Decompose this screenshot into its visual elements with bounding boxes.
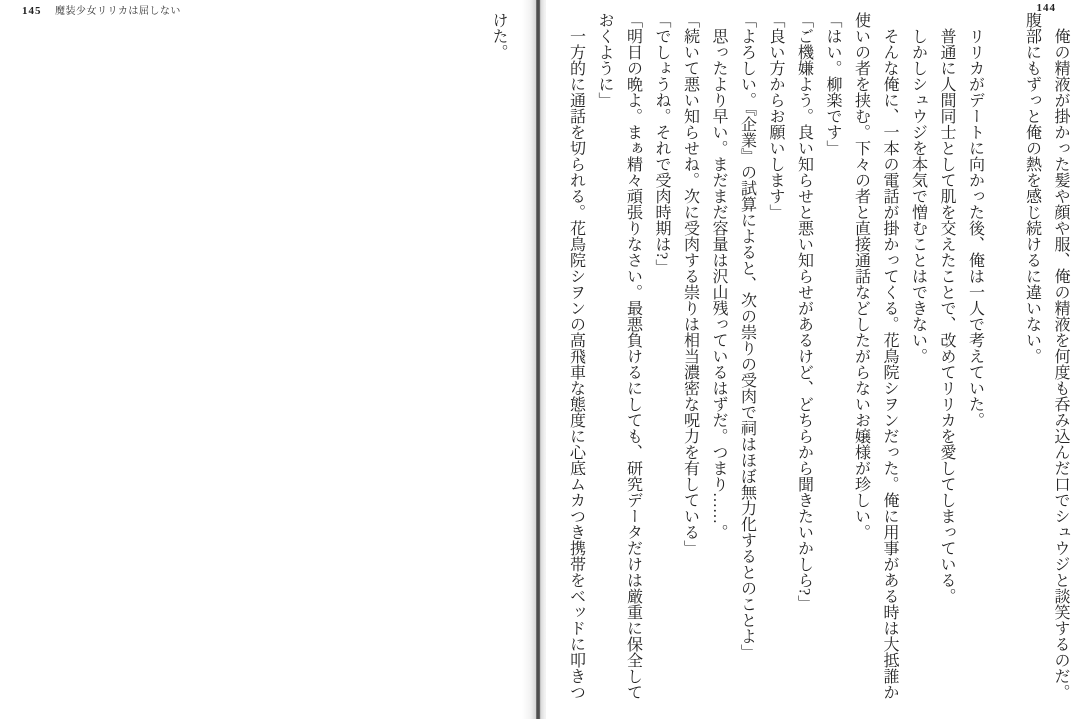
text-line: 「良い方からお願いします」 (767, 12, 784, 220)
text-line: 「よろしい。『企業』の試算によると、次の祟りの受肉で祠はほぼ無力化するとのことよ」 (738, 12, 756, 660)
text-line: しかしシュウジを本気で憎むことはできない。 (909, 12, 927, 364)
left-page-number: 145 (22, 5, 42, 17)
text-line: 「でしょうね。それで受肉時期は?」 (653, 12, 670, 276)
text-line: 思ったより早い。まだまだ容量は沢山残っているはずだ。つまり……。 (710, 12, 727, 540)
text-line: リリカがデートに向かった後、俺は一人で考えていた。 (966, 12, 984, 428)
text-line: 「ご機嫌よう。良い知らせと悪い知らせがあるけど、どちらから聞きたいかしら?」 (795, 12, 813, 612)
text-line: 普通に人間同士として肌を交えたことで、改めてリリカを愛してしまっている。 (938, 12, 955, 604)
left-page-text (484, 12, 513, 714)
right-page-number: 144 (1036, 2, 1056, 14)
text-line: 俺の精液が掛かった髪や顔や服、俺の精液を何度も呑み込んだ口でシュウジと談笑するのだ。 (1052, 12, 1069, 700)
text-line: 使いの者を挟む。下々の者と直接通話などしたがらないお嬢様が珍しい。 (852, 12, 870, 540)
text-line: おくように」 (596, 12, 613, 108)
text-line: けた。 (490, 12, 507, 60)
right-page-text (561, 12, 1074, 714)
text-line: そんな俺に、一本の電話が掛かってくる。花鳥院シヲンだった。俺に用事がある時は大抵誰か (881, 12, 898, 700)
text-line: 「明日の晩よ。まぁ精々頑張りなさい。最悪負けるにしても、研究データだけは厳重に保全して (624, 12, 642, 700)
right-page (546, 0, 1080, 719)
left-page-header (22, 2, 181, 17)
text-line (989, 12, 1018, 714)
left-page (0, 0, 528, 719)
text-line: 「はい。柳楽です」 (824, 12, 841, 156)
running-title: 魔装少女リリカは屈しない (55, 6, 181, 17)
text-line: 一方的に通話を切られる。花鳥院シヲンの高飛車な態度に心底ムカつき携帯をベッドに叩きつ (567, 12, 585, 700)
text-line: 腹部にもずっと俺の熱を感じ続けるに違いない。 (1023, 12, 1041, 364)
text-line: 「続いて悪い知らせね。次に受肉する祟りは相当濃密な呪力を有している」 (681, 12, 699, 556)
